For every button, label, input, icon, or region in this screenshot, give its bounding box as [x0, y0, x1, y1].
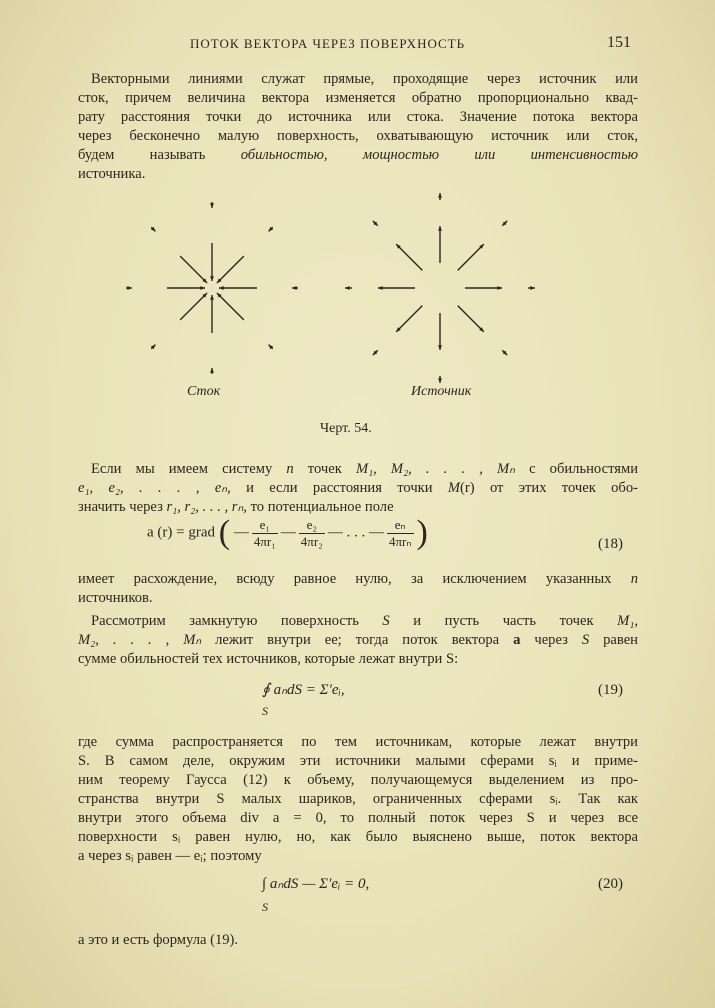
sink-arrow: [217, 293, 244, 320]
text: то потенциальное поле: [250, 499, 394, 515]
text-line: a через sᵢ равен — eᵢ; поэтому: [78, 848, 262, 864]
sink-outer-arrow: [292, 286, 298, 290]
equation-number: (19): [598, 682, 623, 698]
text-line: [78, 570, 638, 589]
text-line: S. В самом деле, окружим эти источники малыми сферами sᵢ и приме-: [78, 753, 638, 769]
equation-20: ∫ aₙdS — Σ′eᵢ = 0,: [262, 876, 370, 892]
text-line: через бесконечно малую поверхность, охватывающую источник или сток,: [78, 128, 638, 144]
text: имеет расхождение, всюду равное нулю, за исключением указанных: [78, 571, 612, 587]
text: будем называть: [78, 147, 206, 163]
source-arrow: [465, 286, 502, 290]
math: e₁: [252, 517, 278, 534]
math: S: [382, 613, 390, 629]
math: M₁,: [617, 613, 638, 629]
text-line: [78, 631, 638, 650]
label-sink: Сток: [187, 384, 221, 399]
running-header: ПОТОК ВЕКТОРА ЧЕРЕЗ ПОВЕРХНОСТЬ: [190, 36, 466, 51]
sink-arrow: [210, 295, 214, 333]
label-source: Источник: [411, 384, 472, 399]
sink-arrow: [180, 293, 207, 320]
text-line: [78, 479, 638, 498]
sink-arrow: [167, 286, 205, 290]
source-outer-arrow: [345, 286, 352, 290]
source-arrow: [438, 313, 442, 350]
math: M₂, . . . , Mₙ: [78, 632, 202, 648]
text: Если мы имеем систему: [91, 461, 273, 477]
source-outer-arrow: [438, 376, 442, 383]
math: 4πr₁: [253, 533, 276, 549]
math: a: [513, 632, 521, 648]
text: Рассмотрим замкнутую поверхность: [91, 613, 359, 629]
math: S: [581, 632, 590, 648]
equation-number: (18): [598, 536, 623, 552]
sink-outer-arrow: [151, 345, 156, 350]
figure-54: [0, 0, 715, 420]
sink-arrow: [217, 256, 244, 283]
source-outer-arrow: [502, 350, 507, 355]
math: (r): [460, 480, 475, 496]
text-line: рату расстояния точки до источника или стока. Значение потока вектора: [78, 109, 638, 125]
text: с обильностями: [529, 461, 639, 477]
text: и если расстояния точки: [246, 480, 433, 496]
math: M: [447, 480, 461, 496]
text: равен: [603, 632, 638, 648]
text-line: сумме обильностей тех источников, которые лежат внутри S:: [78, 651, 459, 667]
source-outer-arrow: [373, 350, 378, 355]
source-arrow: [458, 244, 484, 270]
sink-outer-arrow: [210, 368, 214, 374]
text-line: источников.: [78, 590, 153, 606]
integral-subscript: S: [262, 900, 268, 914]
source-arrow: [378, 286, 415, 290]
term: мощностью: [362, 147, 440, 163]
math: n: [630, 571, 638, 587]
text-line: где сумма распространяется по тем источникам, которые лежат внутри: [78, 734, 638, 750]
math: 4πr₂: [300, 533, 323, 549]
text-line: поверхности sᵢ равен нулю, но, как было выяснено выше, поток вектора: [78, 829, 638, 845]
source-outer-arrow: [438, 193, 442, 200]
text-line: Векторными линиями служат прямые, проходящие через источник или: [91, 71, 638, 87]
text: лежит внутри ее; тогда поток вектора: [215, 632, 500, 648]
math: eₙ: [387, 517, 414, 534]
figure-caption: Черт. 54.: [320, 421, 372, 436]
text-line: ним теорему Гаусса (12) к объему, получающемуся выделением из про-: [78, 772, 638, 788]
source-outer-arrow: [528, 286, 535, 290]
text: точек: [307, 461, 342, 477]
term: интенсивностью: [530, 147, 638, 163]
math: r₁, r₂, . . . , rₙ,: [166, 499, 247, 515]
source-arrow: [396, 306, 422, 332]
text: и пусть часть точек: [413, 613, 594, 629]
text: через: [534, 632, 568, 648]
math: n: [286, 461, 294, 477]
text-line: [91, 612, 638, 631]
text-line: а это и есть формула (19).: [78, 932, 239, 948]
sink-outer-arrow: [126, 286, 132, 290]
text: от этих точек обо-: [489, 480, 638, 496]
page-number: 151: [607, 34, 631, 51]
sink-arrow: [210, 243, 214, 281]
text-line: странства внутри S малых шариков, ограниченных сферами sᵢ. Так как: [78, 791, 638, 807]
math: — . . . —: [327, 524, 384, 541]
sink-outer-arrow: [151, 227, 156, 232]
sink-arrow: [180, 256, 207, 283]
sink-outer-arrow: [269, 345, 274, 350]
source-outer-arrow: [373, 221, 378, 226]
math: a (r) = grad: [147, 524, 216, 541]
sink-outer-arrow: [210, 202, 214, 208]
equation-number: (20): [598, 876, 623, 892]
sink-outer-arrow: [269, 227, 274, 232]
text: или: [474, 147, 496, 163]
equation-18: a (r) = grad ( — $\frac{\text{e₁}}{\text{4πr₁}}$ — $\frac{\text{e₂}}{\text{4πr₂}}$ — . . . — $\frac{\text{eₙ}}{\text{4πrₙ}}$ ): [147, 514, 428, 551]
text-line: [91, 460, 638, 479]
math: e₂: [299, 517, 325, 534]
text-line: источника.: [78, 166, 146, 182]
term: обильностью,: [240, 147, 328, 163]
source-outer-arrow: [502, 221, 507, 226]
source-arrow: [396, 244, 422, 270]
equation-19: ∮ aₙdS = Σ′eᵢ,: [262, 682, 345, 698]
source-arrow: [438, 226, 442, 263]
text-line: внутри этого объема div a = 0, то полный поток через S и через все: [78, 810, 638, 826]
text-line: сток, причем величина вектора изменяется обратно пропорционально квад-: [78, 90, 638, 106]
source-arrow: [458, 306, 484, 332]
integral-subscript: S: [262, 704, 268, 718]
math: M₁, M₂, . . . , Mₙ: [355, 461, 515, 477]
math: 4πrₙ: [388, 533, 412, 549]
text: значить через: [78, 499, 163, 515]
math: e₁, e₂, . . . , eₙ,: [78, 480, 231, 496]
sink-arrow: [219, 286, 257, 290]
